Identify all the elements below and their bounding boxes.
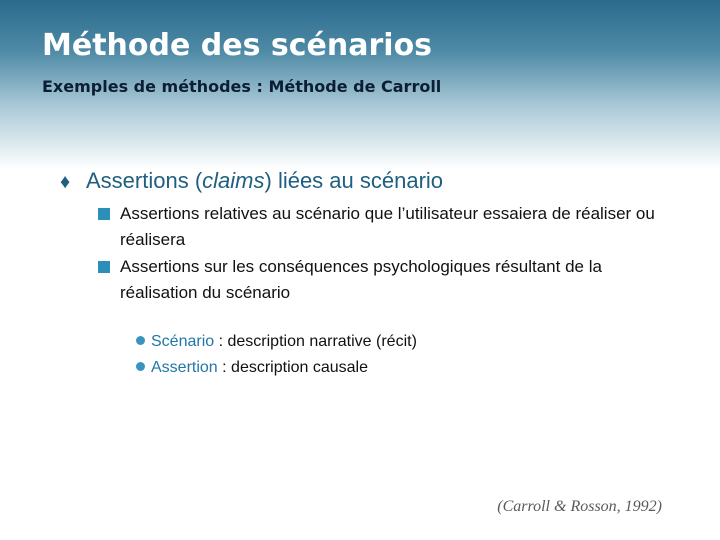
main-bullet-italic: claims	[202, 168, 265, 193]
square-bullet-icon	[98, 208, 110, 220]
definition-text: : description narrative (récit)	[214, 333, 417, 350]
definition-text: : description causale	[217, 359, 369, 376]
sub-bullet-2	[98, 254, 678, 306]
main-bullet-text-before: Assertions (	[86, 168, 203, 193]
citation: (Carroll & Rosson, 1992)	[497, 498, 662, 515]
definition-item-1	[136, 333, 417, 351]
diamond-bullet-icon: ♦	[60, 171, 71, 193]
definition-item-2	[136, 359, 368, 377]
definition-term: Assertion	[151, 359, 218, 376]
slide-title: Méthode des scénarios	[42, 28, 433, 63]
square-bullet-icon	[98, 261, 110, 273]
sub-bullet-text: Assertions relatives au scénario que l’utilisateur essaiera de réaliser ou réalisera	[120, 204, 655, 249]
dot-bullet-icon	[136, 362, 145, 371]
main-bullet	[60, 168, 443, 194]
sub-bullet-1	[98, 201, 678, 253]
slide-subtitle: Exemples de méthodes : Méthode de Carroll	[42, 77, 442, 96]
main-bullet-text-after: ) liées au scénario	[264, 168, 444, 193]
dot-bullet-icon	[136, 336, 145, 345]
sub-bullet-text: Assertions sur les conséquences psychologiques résultant de la réalisation du scénario	[120, 257, 602, 302]
definition-term: Scénario	[151, 333, 215, 350]
